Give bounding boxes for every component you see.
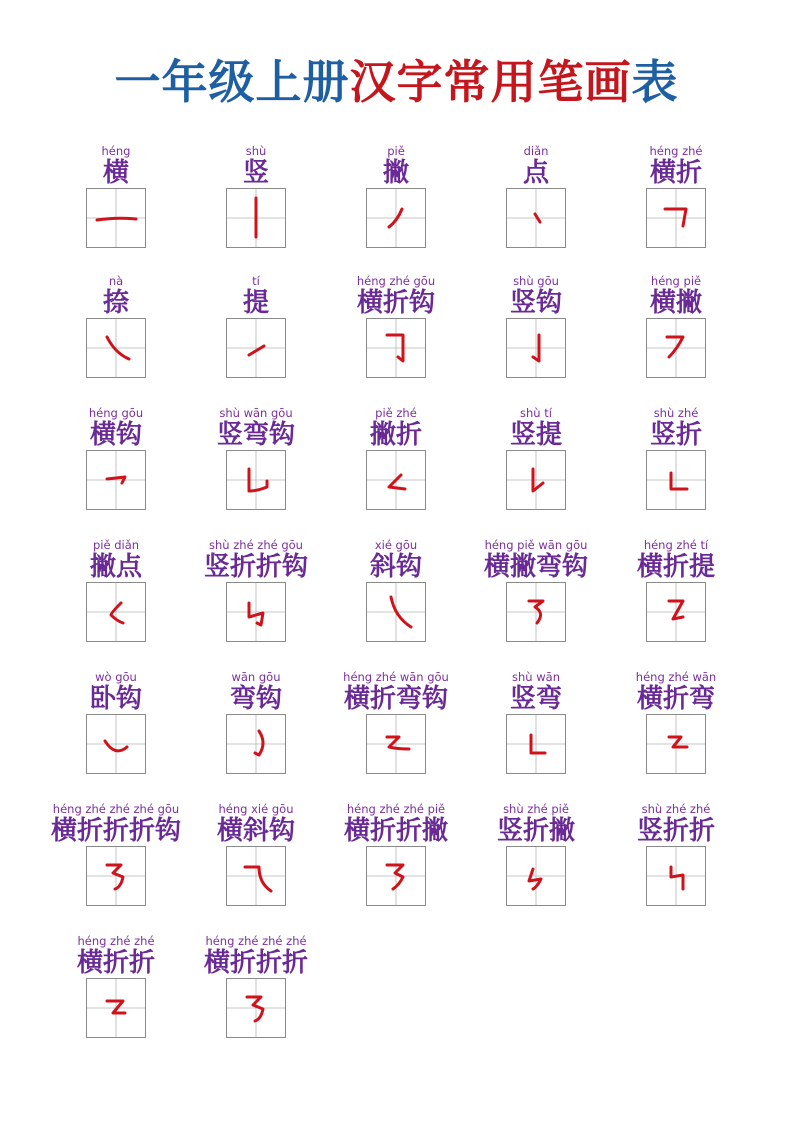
stroke-pinyin: piě zhé bbox=[375, 406, 417, 420]
stroke-card bbox=[456, 670, 616, 802]
stroke-illustration bbox=[227, 319, 285, 377]
tian-grid bbox=[366, 846, 426, 906]
stroke-card bbox=[456, 144, 616, 276]
stroke-illustration bbox=[507, 451, 565, 509]
stroke-name: 竖折撇 bbox=[496, 816, 575, 846]
stroke-illustration bbox=[227, 583, 285, 641]
stroke-shape bbox=[389, 475, 405, 489]
stroke-pinyin: shù gōu bbox=[513, 274, 559, 288]
stroke-name: 点 bbox=[522, 158, 549, 188]
stroke-name: 横折折撇 bbox=[343, 816, 448, 846]
stroke-card bbox=[316, 670, 476, 802]
stroke-card bbox=[596, 144, 756, 276]
stroke-card bbox=[36, 802, 196, 934]
stroke-illustration bbox=[647, 319, 705, 377]
stroke-shape bbox=[245, 867, 271, 891]
stroke-pinyin: héng gōu bbox=[88, 406, 144, 420]
stroke-card bbox=[36, 670, 196, 802]
stroke-illustration bbox=[507, 189, 565, 247]
stroke-illustration bbox=[227, 979, 285, 1037]
stroke-name: 竖提 bbox=[509, 420, 562, 450]
tian-grid bbox=[506, 188, 566, 248]
stroke-card bbox=[456, 274, 616, 406]
stroke-pinyin: shù wān gōu bbox=[219, 406, 293, 420]
tian-grid bbox=[86, 978, 146, 1038]
stroke-name: 横撇弯钩 bbox=[483, 552, 588, 582]
stroke-name: 撇 bbox=[382, 158, 409, 188]
stroke-shape bbox=[667, 337, 683, 357]
stroke-name: 横折 bbox=[649, 158, 702, 188]
tian-grid bbox=[86, 846, 146, 906]
stroke-name: 横钩 bbox=[89, 420, 142, 450]
stroke-pinyin: héng bbox=[101, 144, 131, 158]
stroke-illustration bbox=[647, 189, 705, 247]
stroke-illustration bbox=[87, 319, 145, 377]
title-part-grade: 一年级上册 bbox=[114, 55, 350, 109]
tian-grid bbox=[226, 846, 286, 906]
stroke-name: 横折折 bbox=[76, 948, 155, 978]
stroke-pinyin: héng zhé zhé bbox=[77, 934, 155, 948]
stroke-shape bbox=[249, 346, 264, 355]
stroke-pinyin: shù tí bbox=[520, 406, 552, 420]
stroke-shape bbox=[111, 603, 123, 623]
stroke-illustration bbox=[647, 715, 705, 773]
stroke-card bbox=[176, 274, 336, 406]
stroke-pinyin: shù zhé bbox=[653, 406, 699, 420]
stroke-pinyin: wò gōu bbox=[95, 670, 137, 684]
stroke-shape bbox=[671, 867, 683, 889]
stroke-illustration bbox=[227, 189, 285, 247]
tian-grid bbox=[646, 714, 706, 774]
stroke-pinyin: héng piě bbox=[650, 274, 702, 288]
tian-grid bbox=[86, 714, 146, 774]
stroke-card bbox=[596, 538, 756, 670]
tian-grid bbox=[366, 582, 426, 642]
stroke-pinyin: piě diǎn bbox=[92, 538, 140, 552]
stroke-card bbox=[36, 406, 196, 538]
stroke-card bbox=[176, 406, 336, 538]
stroke-pinyin: wān gōu bbox=[231, 670, 281, 684]
stroke-name: 竖折折 bbox=[636, 816, 715, 846]
stroke-name: 竖折折钩 bbox=[203, 552, 308, 582]
stroke-illustration bbox=[87, 583, 145, 641]
stroke-card bbox=[176, 144, 336, 276]
stroke-name: 竖弯 bbox=[509, 684, 562, 714]
stroke-card bbox=[36, 274, 196, 406]
stroke-illustration bbox=[87, 189, 145, 247]
stroke-shape bbox=[669, 737, 687, 747]
tian-grid bbox=[506, 714, 566, 774]
stroke-name: 横折折折钩 bbox=[50, 816, 181, 846]
stroke-card bbox=[176, 538, 336, 670]
stroke-card bbox=[596, 274, 756, 406]
stroke-card bbox=[596, 802, 756, 934]
stroke-shape bbox=[97, 218, 136, 220]
stroke-illustration bbox=[227, 451, 285, 509]
stroke-illustration bbox=[367, 847, 425, 905]
stroke-name: 横折弯钩 bbox=[343, 684, 448, 714]
stroke-card bbox=[316, 144, 476, 276]
stroke-illustration bbox=[367, 319, 425, 377]
stroke-pinyin: héng zhé wān bbox=[635, 670, 717, 684]
stroke-pinyin: héng zhé zhé piě bbox=[346, 802, 446, 816]
tian-grid bbox=[86, 582, 146, 642]
tian-grid bbox=[86, 450, 146, 510]
stroke-pinyin: shù zhé zhé gōu bbox=[209, 538, 303, 552]
tian-grid bbox=[366, 318, 426, 378]
stroke-card bbox=[316, 406, 476, 538]
stroke-name: 横折弯 bbox=[636, 684, 715, 714]
stroke-pinyin: shù zhé piě bbox=[503, 802, 569, 816]
stroke-name: 斜钩 bbox=[369, 552, 422, 582]
stroke-shape bbox=[387, 737, 409, 749]
stroke-shape bbox=[671, 473, 687, 489]
stroke-pinyin: piě bbox=[387, 144, 405, 158]
tian-grid bbox=[646, 318, 706, 378]
stroke-card bbox=[456, 802, 616, 934]
stroke-pinyin: héng zhé tí bbox=[643, 538, 709, 552]
stroke-pinyin: shù zhé zhé bbox=[641, 802, 711, 816]
stroke-card bbox=[176, 934, 336, 1066]
stroke-pinyin: shù wān bbox=[512, 670, 560, 684]
tian-grid bbox=[366, 714, 426, 774]
stroke-name: 竖 bbox=[242, 158, 269, 188]
stroke-pinyin: héng xié gōu bbox=[218, 802, 294, 816]
title-part-strokes: 汉字常用笔画 bbox=[349, 55, 632, 109]
stroke-shape bbox=[665, 209, 686, 226]
stroke-illustration bbox=[507, 319, 565, 377]
stroke-card bbox=[36, 144, 196, 276]
stroke-name: 撇折 bbox=[369, 420, 422, 450]
stroke-illustration bbox=[87, 451, 145, 509]
tian-grid bbox=[226, 318, 286, 378]
stroke-name: 横撇 bbox=[649, 288, 702, 318]
stroke-pinyin: nà bbox=[108, 274, 124, 288]
tian-grid bbox=[506, 582, 566, 642]
stroke-card bbox=[316, 274, 476, 406]
stroke-name: 捺 bbox=[102, 288, 129, 318]
title-part-table: 表 bbox=[631, 55, 679, 109]
stroke-name: 横折钩 bbox=[356, 288, 435, 318]
stroke-pinyin: héng zhé zhé zhé bbox=[205, 934, 307, 948]
stroke-name: 横折提 bbox=[636, 552, 715, 582]
stroke-card bbox=[176, 670, 336, 802]
stroke-pinyin: héng piě wān gōu bbox=[484, 538, 588, 552]
stroke-illustration bbox=[647, 583, 705, 641]
stroke-card bbox=[456, 406, 616, 538]
tian-grid bbox=[506, 450, 566, 510]
stroke-pinyin: héng zhé zhé zhé gōu bbox=[52, 802, 180, 816]
stroke-name: 撇点 bbox=[89, 552, 142, 582]
stroke-card bbox=[596, 406, 756, 538]
stroke-illustration bbox=[367, 715, 425, 773]
tian-grid bbox=[226, 714, 286, 774]
stroke-pinyin: diǎn bbox=[523, 144, 549, 158]
stroke-card bbox=[36, 934, 196, 1066]
stroke-pinyin: héng zhé wān gōu bbox=[343, 670, 449, 684]
stroke-name: 横 bbox=[102, 158, 129, 188]
stroke-illustration bbox=[87, 715, 145, 773]
stroke-shape bbox=[387, 865, 403, 889]
stroke-card bbox=[316, 802, 476, 934]
stroke-name: 竖折 bbox=[649, 420, 702, 450]
tian-grid bbox=[646, 188, 706, 248]
stroke-illustration bbox=[507, 715, 565, 773]
stroke-name: 卧钩 bbox=[89, 684, 142, 714]
stroke-illustration bbox=[647, 847, 705, 905]
stroke-shape bbox=[529, 869, 541, 889]
stroke-illustration bbox=[87, 847, 145, 905]
stroke-illustration bbox=[227, 847, 285, 905]
stroke-name: 横斜钩 bbox=[216, 816, 295, 846]
stroke-name: 提 bbox=[242, 288, 269, 318]
tian-grid bbox=[646, 582, 706, 642]
stroke-pinyin: xié gōu bbox=[374, 538, 418, 552]
stroke-illustration bbox=[227, 715, 285, 773]
stroke-illustration bbox=[367, 583, 425, 641]
tian-grid bbox=[86, 188, 146, 248]
tian-grid bbox=[86, 318, 146, 378]
stroke-card bbox=[316, 538, 476, 670]
stroke-pinyin: tí bbox=[252, 274, 260, 288]
tian-grid bbox=[646, 450, 706, 510]
stroke-card bbox=[456, 538, 616, 670]
stroke-illustration bbox=[507, 583, 565, 641]
stroke-card bbox=[176, 802, 336, 934]
tian-grid bbox=[226, 188, 286, 248]
stroke-pinyin: héng zhé bbox=[649, 144, 703, 158]
tian-grid bbox=[506, 318, 566, 378]
tian-grid bbox=[226, 978, 286, 1038]
tian-grid bbox=[226, 582, 286, 642]
tian-grid bbox=[226, 450, 286, 510]
stroke-illustration bbox=[367, 189, 425, 247]
stroke-shape bbox=[107, 865, 123, 889]
tian-grid bbox=[366, 450, 426, 510]
stroke-illustration bbox=[507, 847, 565, 905]
stroke-card bbox=[596, 670, 756, 802]
stroke-name: 弯钩 bbox=[229, 684, 282, 714]
stroke-pinyin: shù bbox=[245, 144, 267, 158]
stroke-illustration bbox=[87, 979, 145, 1037]
tian-grid bbox=[646, 846, 706, 906]
stroke-pinyin: héng zhé gōu bbox=[356, 274, 436, 288]
tian-grid bbox=[366, 188, 426, 248]
stroke-illustration bbox=[367, 451, 425, 509]
stroke-shape bbox=[247, 997, 263, 1021]
stroke-name: 竖弯钩 bbox=[216, 420, 295, 450]
stroke-name: 横折折折 bbox=[203, 948, 308, 978]
stroke-name: 竖钩 bbox=[509, 288, 562, 318]
stroke-illustration bbox=[647, 451, 705, 509]
stroke-card bbox=[36, 538, 196, 670]
page-title bbox=[0, 52, 793, 112]
tian-grid bbox=[506, 846, 566, 906]
